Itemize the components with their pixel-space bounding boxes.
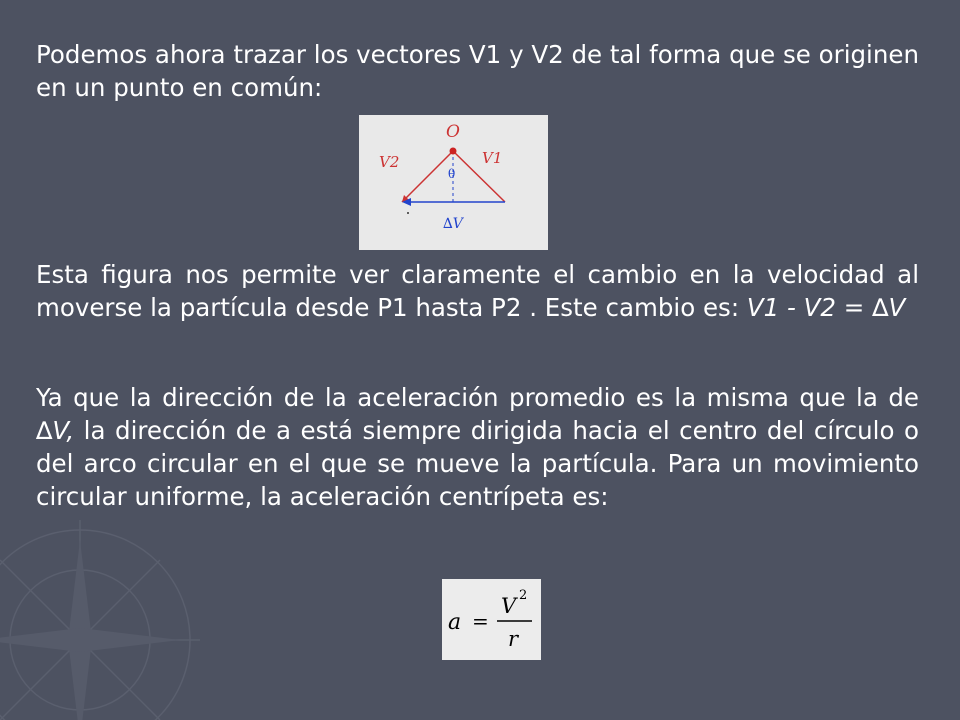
v1-label: V1 [482, 149, 503, 167]
change-paragraph [36, 258, 919, 324]
change-text: Esta figura nos permite ver claramente el cambio en la velocidad al moverse la partícula desde P1 hasta P2 . Este cambio es: [36, 260, 919, 322]
formula-equals: = [472, 609, 489, 633]
small-dot [407, 212, 409, 214]
acceleration-paragraph [36, 381, 919, 513]
formula-lhs: a [448, 610, 462, 635]
theta-label: θ [448, 167, 456, 181]
centripetal-formula [442, 579, 541, 660]
vector-diagram [359, 115, 548, 250]
change-equation: V1 - V2 = ∆V [746, 293, 906, 322]
origin-label: O [446, 122, 460, 142]
delta-v-inline: ∆V, [36, 416, 75, 445]
acceleration-text-1: Ya que la dirección de la aceleración promedio es la misma que la de [36, 383, 919, 412]
formula-exponent: 2 [519, 588, 528, 603]
acceleration-text-2: la dirección de a está siempre dirigida hacia el centro del círculo o del arco circular en el que se mueve la partícula. Para un movimiento circular uniforme, la aceleración centrípeta es: [36, 416, 919, 511]
formula-numerator: V [501, 594, 517, 618]
delta-v-label: ∆V [443, 216, 463, 232]
v2-label: V2 [379, 153, 400, 171]
v2-vector [402, 151, 456, 202]
intro-paragraph: Podemos ahora trazar los vectores V1 y V2 de tal forma que se originen en un punto en común: [36, 40, 919, 102]
origin-point [450, 148, 457, 155]
formula-denominator: r [508, 627, 519, 651]
